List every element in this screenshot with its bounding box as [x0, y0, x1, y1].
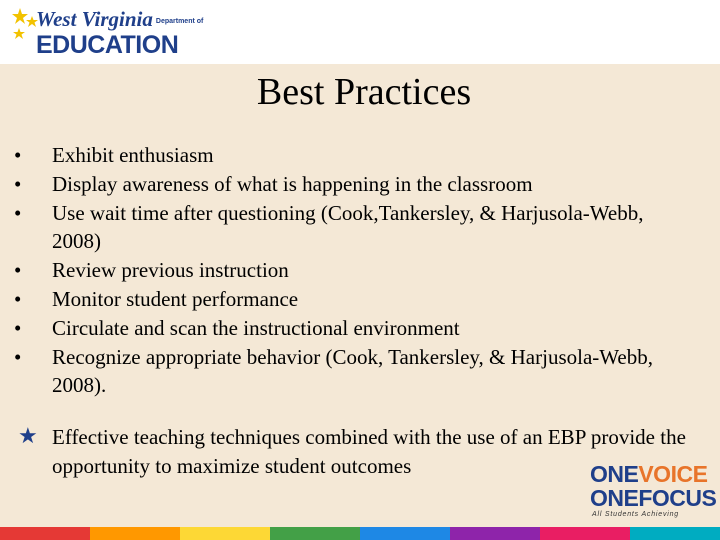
one-voice-one-focus-logo: [590, 462, 715, 526]
star-icon: ★: [18, 423, 38, 448]
stripe-segment: [360, 527, 450, 540]
bullet-icon: •: [14, 171, 22, 196]
logo-department: Department of: [155, 17, 204, 25]
stripe-segment: [540, 527, 630, 540]
slide-title: Best Practices: [256, 71, 472, 113]
bullet-item: • Display awareness of what is happening in the classroom: [12, 170, 692, 199]
bullet-icon: •: [14, 315, 22, 340]
bullet-item: • Use wait time after questioning (Cook,Tankersley, & Harjusola-Webb, 2008): [14, 200, 644, 254]
bullet-icon: •: [14, 286, 22, 311]
stripe-segment: [450, 527, 540, 540]
logo-one-focus: ONEFOCUS: [590, 485, 717, 511]
stripe-segment: [0, 527, 90, 540]
color-stripe: [0, 527, 720, 540]
bullet-icon: •: [14, 200, 22, 225]
bullet-icon: •: [14, 258, 22, 283]
bullet-item: • Monitor student performance: [12, 285, 692, 314]
logo-education: EDUCATION: [36, 31, 179, 59]
bullet-item: • Exhibit enthusiasm: [12, 141, 692, 170]
bullet-icon: •: [14, 143, 22, 167]
logo-state-name: West Virginia Department of: [36, 7, 204, 31]
bullet-list: [12, 141, 692, 400]
bullet-item: • Review previous instruction: [12, 256, 692, 285]
header-bar: [0, 0, 720, 64]
logo-one-voice: ONEVOICE: [590, 461, 708, 487]
stripe-segment: [180, 527, 270, 540]
bullet-item: • Recognize appropriate behavior (Cook, Tankersley, & Harjusola-Webb, 2008).: [14, 344, 653, 398]
logo-tagline: All Students Achieving: [592, 511, 679, 518]
star-bullet-text: Effective teaching techniques combined with the use of an EBP provide the opportunity to maximize student outcomes: [52, 425, 686, 478]
bullet-icon: •: [14, 344, 22, 369]
stripe-segment: [270, 527, 360, 540]
stripe-segment: [630, 527, 720, 540]
wv-education-logo: [10, 4, 204, 60]
bullet-item: • Circulate and scan the instructional environment: [12, 314, 692, 343]
stripe-segment: [90, 527, 180, 540]
